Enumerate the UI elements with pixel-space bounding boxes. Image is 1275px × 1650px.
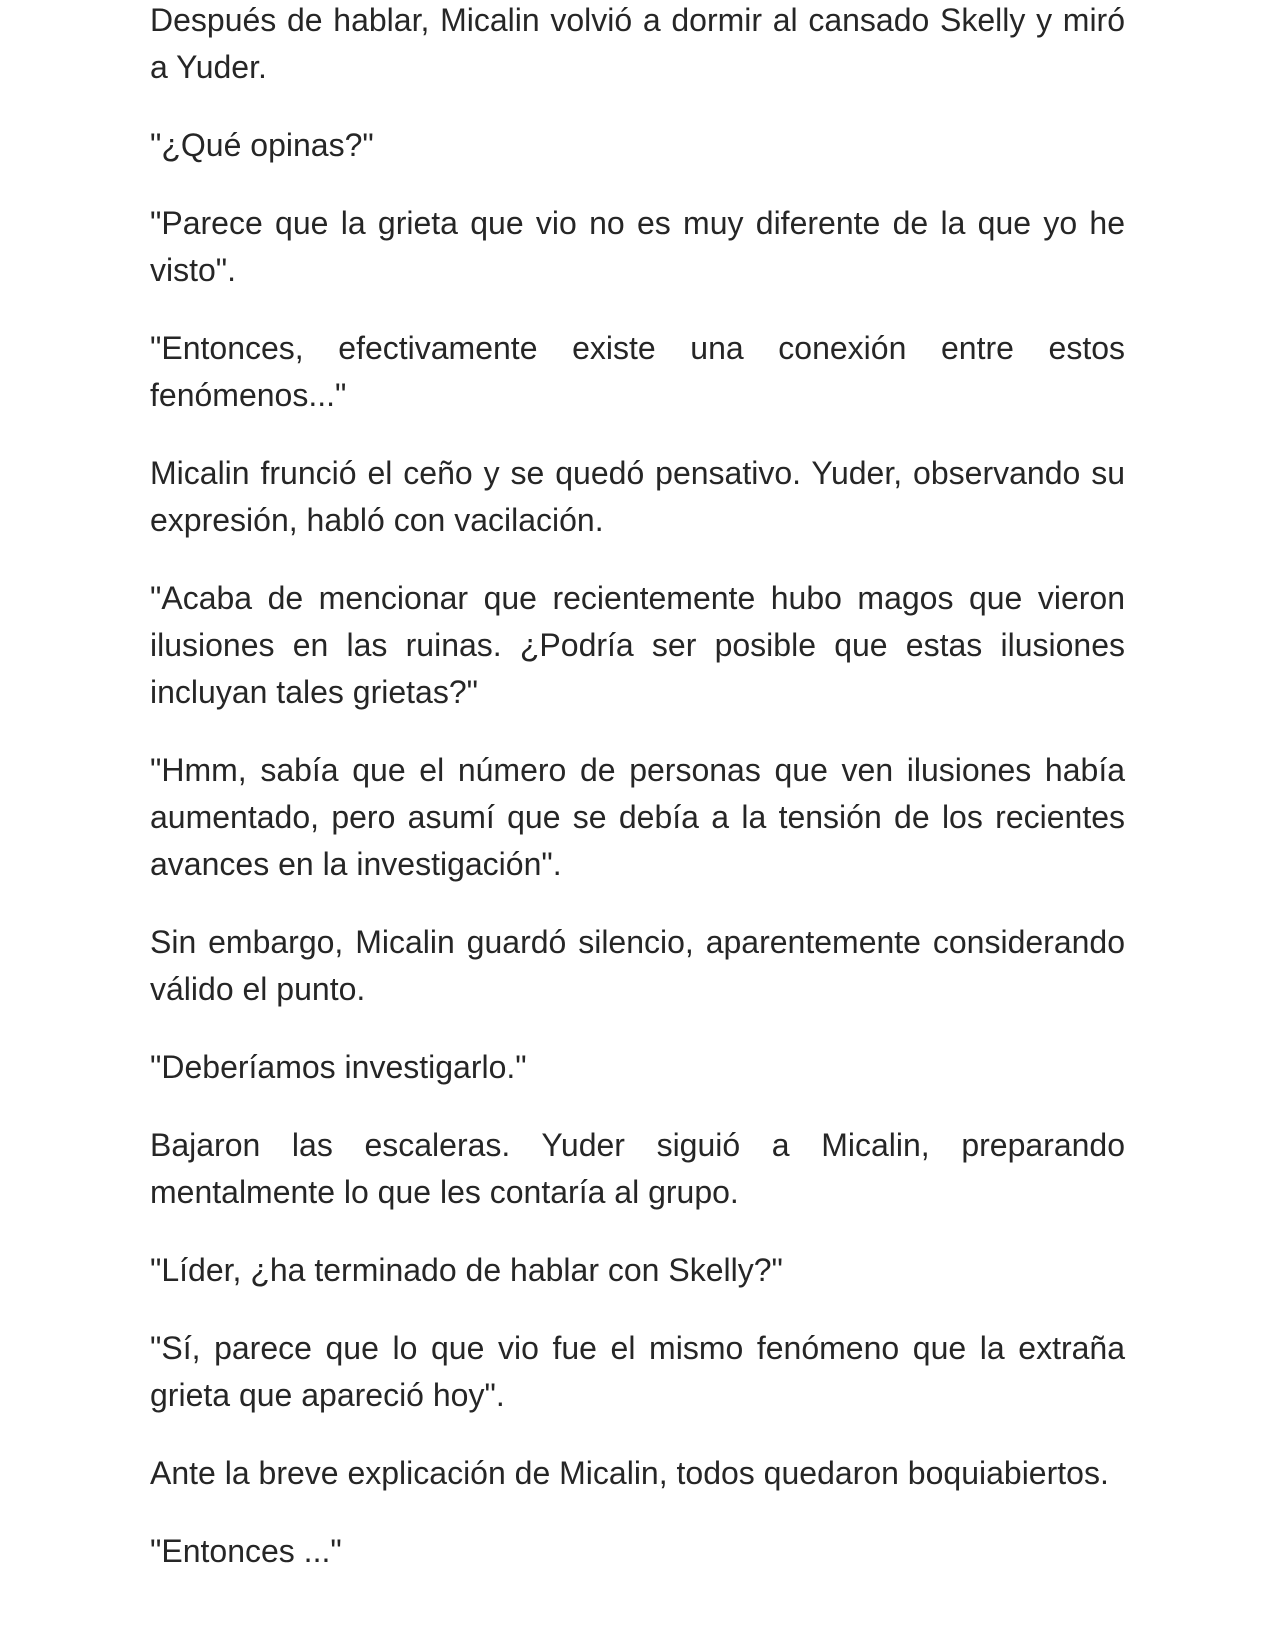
paragraph: Sin embargo, Micalin guardó silencio, aparentemente considerando válido el punto. <box>150 924 1125 1007</box>
paragraph: "Hmm, sabía que el número de personas que ven ilusiones había aumentado, pero asumí que se debía a la tensión de los recientes avances en la investigación". <box>150 752 1125 882</box>
paragraph: "Sí, parece que lo que vio fue el mismo fenómeno que la extraña grieta que apareció hoy". <box>150 1330 1125 1413</box>
paragraph: Micalin frunció el ceño y se quedó pensativo. Yuder, observando su expresión, habló con vacilación. <box>150 455 1125 538</box>
paragraph: "Deberíamos investigarlo." <box>150 1049 527 1085</box>
document-page <box>150 0 1125 1606</box>
paragraph: "Acaba de mencionar que recientemente hubo magos que vieron ilusiones en las ruinas. ¿Podría ser posible que estas ilusiones incluyan tales grietas?" <box>150 580 1125 710</box>
paragraph: "Líder, ¿ha terminado de hablar con Skelly?" <box>150 1252 783 1288</box>
paragraph: Después de hablar, Micalin volvió a dormir al cansado Skelly y miró a Yuder. <box>150 2 1125 85</box>
paragraph: Bajaron las escaleras. Yuder siguió a Micalin, preparando mentalmente lo que les contaría al grupo. <box>150 1127 1125 1210</box>
paragraph: "Entonces, efectivamente existe una conexión entre estos fenómenos..." <box>150 330 1125 413</box>
paragraph: "Entonces ..." <box>150 1533 342 1569</box>
paragraph: Ante la breve explicación de Micalin, todos quedaron boquiabiertos. <box>150 1455 1109 1491</box>
paragraph: "¿Qué opinas?" <box>150 127 374 163</box>
paragraph: "Parece que la grieta que vio no es muy diferente de la que yo he visto". <box>150 205 1125 288</box>
